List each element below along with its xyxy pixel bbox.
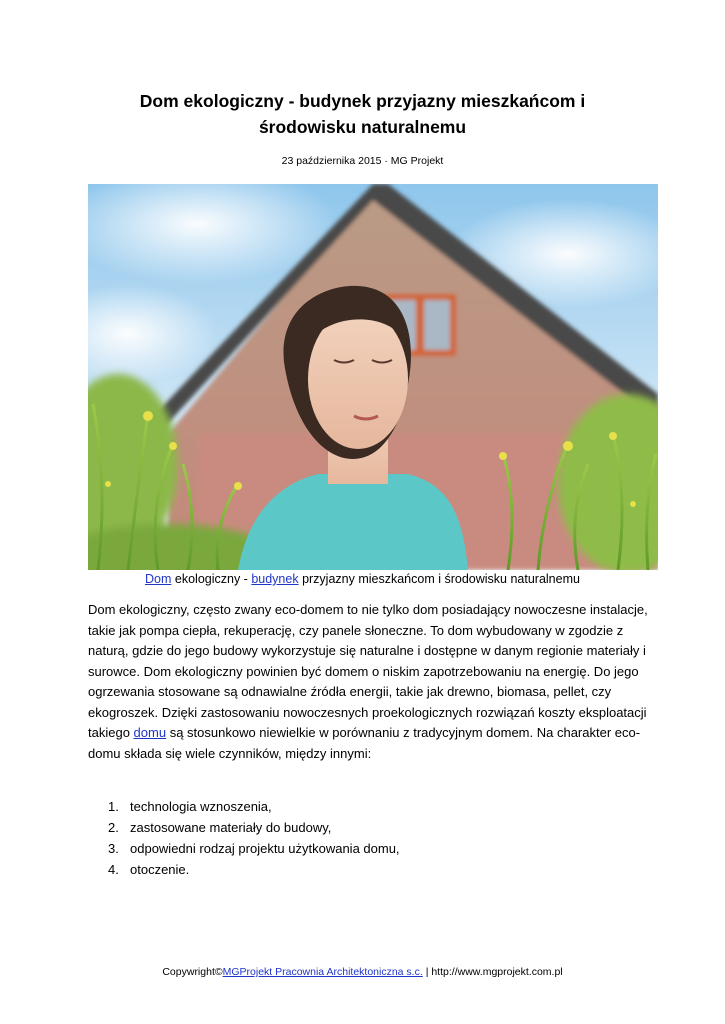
list-item: [108, 817, 400, 838]
list-item: [108, 859, 400, 880]
footer-company-link[interactable]: MGProjekt Pracownia Architektoniczna s.c.: [222, 966, 423, 978]
factors-list: [108, 796, 400, 880]
list-text: zastosowane materiały do budowy,: [130, 820, 332, 835]
caption-text: ekologiczny -: [171, 572, 252, 586]
caption-link-budynek[interactable]: budynek: [251, 572, 299, 586]
list-item: [108, 796, 400, 817]
paragraph-link-domu[interactable]: domu: [133, 725, 167, 740]
document-title: Dom ekologiczny - budynek przyjazny mieszkańcom i środowisku naturalnemu: [139, 91, 586, 137]
list-number: 1.: [108, 799, 119, 814]
footer-suffix: | http://www.mgprojekt.com.pl: [422, 966, 563, 978]
document-meta: 23 października 2015 · MG Projekt: [281, 155, 444, 167]
footer-prefix: Copywright©: [162, 966, 223, 978]
list-text: otoczenie.: [130, 862, 190, 877]
list-number: 3.: [108, 841, 119, 856]
list-text: technologia wznoszenia,: [130, 799, 272, 814]
paragraph-text: Dom ekologiczny, często zwany eco-domem to nie tylko dom posiadający nowoczesne instalacje, takie jak pompa ciepła, rekuperację, czy panele słoneczne. To dom wybudowany w zgodzie z naturą, gdzie do jego budowy wykorzystuje się naturalne i dostępne w danym regionie materiały i surowce. Dom ekologiczny powinien być domem o niskim zapotrzebowaniu na energię. Do jego ogrzewania stosowane są odnawialne źródła energii, takie jak drewno, biomasa, pellet, czy ekogroszek. Dzięki zastosowaniu nowoczesnych proekologicznych rozwiązań koszty eksploatacji takiego: [88, 602, 648, 740]
caption-link-dom[interactable]: Dom: [145, 572, 172, 586]
photo-caption: [0, 572, 725, 586]
caption-text: przyjazny mieszkańcom i środowisku naturalnemu: [298, 572, 580, 586]
paragraph-text: są stosunkowo niewielkie w porównaniu z tradycyjnym domem. Na charakter eco-domu składa się wiele czynników, między innymi:: [88, 725, 641, 761]
body-paragraph: [88, 600, 648, 764]
list-number: 2.: [108, 820, 119, 835]
hero-photo: [88, 184, 658, 570]
list-item: [108, 838, 400, 859]
list-text: odpowiedni rodzaj projektu użytkowania domu,: [130, 841, 400, 856]
page-footer: [0, 966, 725, 978]
list-number: 4.: [108, 862, 119, 877]
